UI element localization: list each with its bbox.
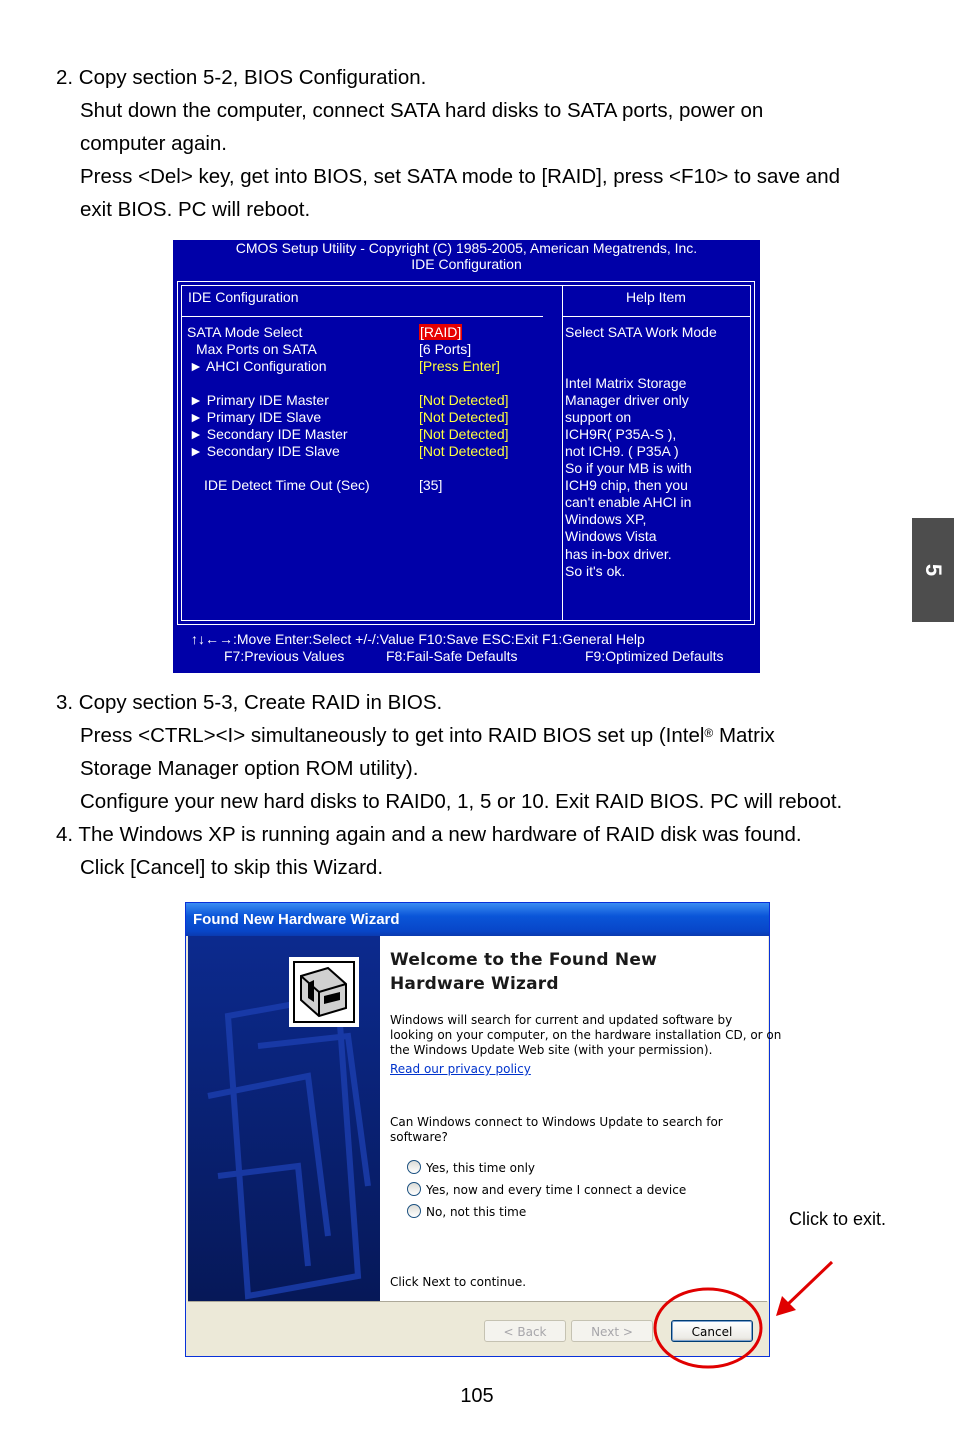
step-3-line: Storage Manager option ROM utility). bbox=[80, 757, 419, 780]
bios-help-line: So it's ok. bbox=[565, 563, 626, 579]
bios-value-primary-slave: [Not Detected] bbox=[419, 409, 509, 425]
bios-item-secondary-master[interactable]: ► Secondary IDE Master bbox=[189, 426, 348, 442]
bios-item-primary-master[interactable]: ► Primary IDE Master bbox=[189, 392, 329, 408]
wizard-question: Can Windows connect to Windows Update to search for bbox=[390, 1115, 723, 1129]
wizard-description: the Windows Update Web site (with your permission). bbox=[390, 1043, 713, 1057]
bios-value-ahci[interactable]: [Press Enter] bbox=[419, 358, 500, 374]
step-2-line: Press <Del> key, get into BIOS, set SATA mode to [RAID], press <F10> to save and bbox=[80, 165, 841, 188]
step-2-line: Shut down the computer, connect SATA hard disks to SATA ports, power on bbox=[80, 99, 764, 122]
bios-header-title: IDE Configuration bbox=[411, 256, 522, 272]
arrow-icon bbox=[776, 1262, 832, 1316]
bios-panel-title: IDE Configuration bbox=[188, 289, 299, 305]
step-2-line: 2. Copy section 5-2, BIOS Configuration. bbox=[56, 66, 427, 89]
bios-help-line: Manager driver only bbox=[565, 392, 689, 408]
bios-help-line: ICH9 chip, then you bbox=[565, 477, 688, 493]
wizard-description: looking on your computer, on the hardware installation CD, or on bbox=[390, 1028, 782, 1042]
bios-value-sata-mode[interactable]: [RAID] bbox=[420, 324, 462, 340]
bios-item-sata-mode[interactable]: SATA Mode Select bbox=[187, 324, 303, 340]
bios-help-line: So if your MB is with bbox=[565, 460, 692, 476]
back-button[interactable]: < Back bbox=[484, 1320, 566, 1342]
radio-option-every-time[interactable]: Yes, now and every time I connect a device bbox=[407, 1182, 686, 1199]
bios-item-ahci[interactable]: ► AHCI Configuration bbox=[189, 358, 327, 374]
step-2-line: exit BIOS. PC will reboot. bbox=[80, 198, 311, 221]
bios-value-max-ports: [6 Ports] bbox=[419, 341, 472, 357]
radio-option-not-this-time[interactable]: No, not this time bbox=[407, 1204, 526, 1221]
bios-help-line: support on bbox=[565, 409, 632, 425]
wizard-description: Windows will search for current and updated software by bbox=[390, 1013, 733, 1027]
bios-help-title: Help Item bbox=[626, 289, 686, 305]
wizard-heading: Welcome to the Found New bbox=[390, 950, 657, 970]
cancel-button[interactable]: Cancel bbox=[671, 1320, 753, 1342]
bios-value-secondary-slave: [Not Detected] bbox=[419, 443, 509, 459]
bios-help-line: Windows XP, bbox=[565, 511, 647, 527]
bios-item-detect-timeout[interactable]: IDE Detect Time Out (Sec) bbox=[204, 477, 370, 493]
chapter-tab: 5 bbox=[912, 518, 954, 622]
step-3-line: 3. Copy section 5-3, Create RAID in BIOS. bbox=[56, 691, 443, 714]
bios-value-detect-timeout[interactable]: [35] bbox=[419, 477, 443, 493]
bios-help-line: ICH9R( P35A-S ), bbox=[565, 426, 677, 442]
step-4-line: Click [Cancel] to skip this Wizard. bbox=[80, 856, 384, 879]
bios-item-max-ports: Max Ports on SATA bbox=[196, 341, 317, 357]
bios-footer-keys: ↑↓←→:Move Enter:Select +/-/:Value F10:Save ESC:Exit F1:General Help bbox=[191, 631, 645, 647]
step-2-line: computer again. bbox=[80, 132, 228, 155]
wizard-title: Found New Hardware Wizard bbox=[186, 903, 769, 936]
bios-help-line: not ICH9. ( P35A ) bbox=[565, 443, 679, 459]
bios-help-line: Intel Matrix Storage bbox=[565, 375, 687, 391]
bios-help-line: Select SATA Work Mode bbox=[565, 324, 717, 340]
privacy-policy-link[interactable]: Read our privacy policy bbox=[390, 1062, 531, 1076]
next-button[interactable]: Next > bbox=[571, 1320, 653, 1342]
bios-header-copyright: CMOS Setup Utility - Copyright (C) 1985-2005, American Megatrends, Inc. bbox=[235, 240, 698, 256]
wizard-heading: Hardware Wizard bbox=[390, 974, 559, 994]
bios-help-line: has in-box driver. bbox=[565, 546, 672, 562]
bios-footer-previous: F7:Previous Values bbox=[224, 648, 345, 664]
radio-option-this-time[interactable]: Yes, this time only bbox=[407, 1160, 535, 1177]
bios-footer-optimized: F9:Optimized Defaults bbox=[585, 648, 724, 664]
wizard-continue-text: Click Next to continue. bbox=[390, 1275, 527, 1289]
step-4-line: 4. The Windows XP is running again and a new hardware of RAID disk was found. bbox=[56, 823, 802, 846]
page-number: 105 bbox=[460, 1385, 494, 1407]
bios-item-primary-slave[interactable]: ► Primary IDE Slave bbox=[189, 409, 322, 425]
step-3-line: Configure your new hard disks to RAID0, 1, 5 or 10. Exit RAID BIOS. PC will reboot. bbox=[80, 790, 843, 813]
bios-footer-failsafe: F8:Fail-Safe Defaults bbox=[386, 648, 518, 664]
bios-value-secondary-master: [Not Detected] bbox=[419, 426, 509, 442]
bios-item-secondary-slave[interactable]: ► Secondary IDE Slave bbox=[189, 443, 340, 459]
wizard-question: software? bbox=[390, 1130, 448, 1144]
highlight-circle bbox=[655, 1289, 761, 1367]
callout-click-to-exit: Click to exit. bbox=[789, 1209, 887, 1229]
bios-value-primary-master: [Not Detected] bbox=[419, 392, 509, 408]
bios-help-line: Windows Vista bbox=[565, 528, 657, 544]
bios-help-line: can't enable AHCI in bbox=[565, 494, 692, 510]
step-3-line: Press <CTRL><I> simultaneously to get into RAID BIOS set up (Intel® Matrix bbox=[80, 724, 775, 747]
